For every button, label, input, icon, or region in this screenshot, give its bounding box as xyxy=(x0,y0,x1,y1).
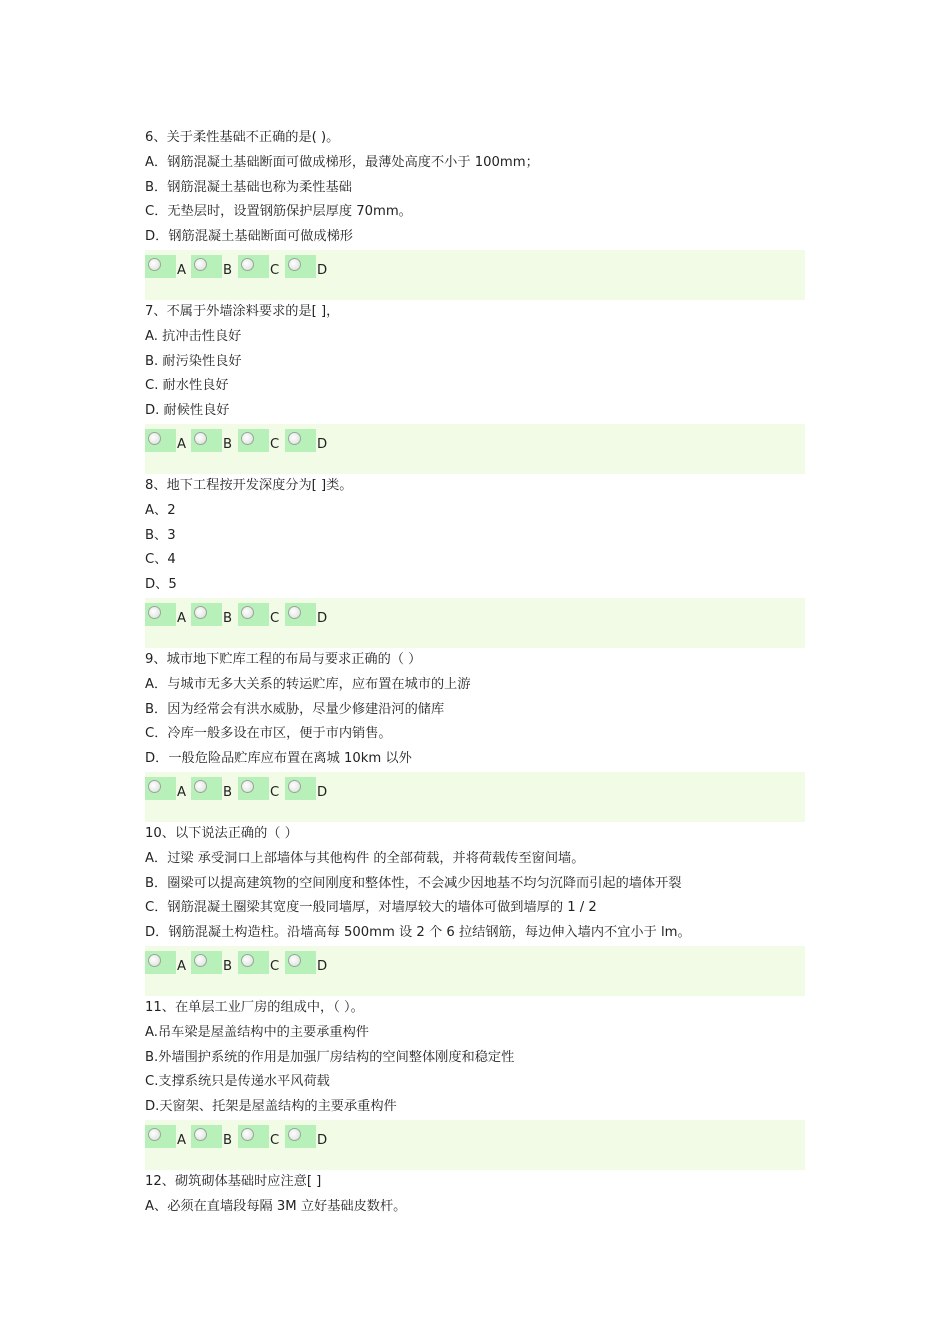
question-text: 10、以下说法正确的（ ） xyxy=(145,825,298,841)
answer-choice-c[interactable]: C xyxy=(238,1122,279,1148)
question-6 xyxy=(145,126,805,300)
question-text: 8、地下工程按开发深度分为[ ]类。 xyxy=(145,477,353,493)
option-a: A.吊车梁是屋盖结构中的主要承重构件 xyxy=(145,1024,369,1040)
question-11 xyxy=(145,996,805,1170)
option-c: C．无垫层时，设置钢筋保护层厚度 70mm。 xyxy=(145,204,412,220)
answer-choice-d[interactable]: D xyxy=(285,426,327,452)
answer-choice-c[interactable]: C xyxy=(238,600,279,626)
option-c: C、4 xyxy=(145,552,176,568)
answer-choice-a[interactable]: A xyxy=(145,774,186,800)
option-d: D．一般危险品贮库应布置在离城 10km 以外 xyxy=(145,751,412,767)
option-d: D．钢筋混凝土基础断面可做成梯形 xyxy=(145,229,353,245)
radio-icon[interactable] xyxy=(191,255,222,278)
option-d: D、5 xyxy=(145,577,177,593)
radio-icon[interactable] xyxy=(191,603,222,626)
answer-choice-b[interactable]: B xyxy=(191,948,232,974)
answer-choice-b[interactable]: B xyxy=(191,774,232,800)
option-b: B、3 xyxy=(145,527,176,543)
option-d: D．钢筋混凝土构造柱。沿墙高每 500mm 设 2 个 6 拉结钢筋，每边伸入墙内不宜小于 lm。 xyxy=(145,925,691,941)
question-text: 6、关于柔性基础不正确的是( )。 xyxy=(145,130,340,145)
answer-choice-c[interactable]: C xyxy=(238,426,279,452)
option-b: B．因为经常会有洪水威胁，尽量少修建沿河的储库 xyxy=(145,701,445,717)
option-a: A．与城市无多大关系的转运贮库，应布置在城市的上游 xyxy=(145,676,471,692)
option-d: D. 耐候性良好 xyxy=(145,403,230,419)
answer-choice-b[interactable]: B xyxy=(191,252,232,278)
option-a: A. 抗冲击性良好 xyxy=(145,328,242,344)
answer-choice-d[interactable]: D xyxy=(285,600,327,626)
answer-choice-b[interactable]: B xyxy=(191,1122,232,1148)
option-b: B. 耐污染性良好 xyxy=(145,353,242,369)
option-a: A、必须在直墙段每隔 3M 立好基础皮数杆。 xyxy=(145,1198,407,1214)
radio-icon[interactable] xyxy=(285,777,316,800)
answer-choice-a[interactable]: A xyxy=(145,948,186,974)
radio-icon[interactable] xyxy=(191,951,222,974)
radio-icon[interactable] xyxy=(145,255,176,278)
answer-choice-c[interactable]: C xyxy=(238,948,279,974)
option-b: B．钢筋混凝土基础也称为柔性基础 xyxy=(145,179,352,195)
radio-icon[interactable] xyxy=(191,1125,222,1148)
radio-icon[interactable] xyxy=(238,1125,269,1148)
radio-icon[interactable] xyxy=(191,777,222,800)
radio-icon[interactable] xyxy=(238,951,269,974)
radio-icon[interactable] xyxy=(285,429,316,452)
answer-choice-a[interactable]: A xyxy=(145,600,186,626)
answer-row xyxy=(145,424,805,474)
option-a: A．钢筋混凝土基础断面可做成梯形，最薄处高度不小于 100mm； xyxy=(145,154,539,170)
answer-row xyxy=(145,250,805,300)
answer-choice-b[interactable]: B xyxy=(191,426,232,452)
question-text: 12、砌筑砌体基础时应注意[ ] xyxy=(145,1173,322,1189)
radio-icon[interactable] xyxy=(238,777,269,800)
answer-row xyxy=(145,946,805,996)
question-7 xyxy=(145,300,805,474)
radio-icon[interactable] xyxy=(145,1125,176,1148)
radio-icon[interactable] xyxy=(238,429,269,452)
option-c: C．冷库一般多设在市区，便于市内销售。 xyxy=(145,726,392,742)
answer-row xyxy=(145,772,805,822)
radio-icon[interactable] xyxy=(145,777,176,800)
answer-choice-d[interactable]: D xyxy=(285,252,327,278)
question-8 xyxy=(145,474,805,648)
radio-icon[interactable] xyxy=(285,951,316,974)
question-12 xyxy=(145,1170,805,1220)
answer-choice-c[interactable]: C xyxy=(238,774,279,800)
option-d: D.天窗架、托架是屋盖结构的主要承重构件 xyxy=(145,1099,397,1115)
answer-choice-a[interactable]: A xyxy=(145,426,186,452)
option-b: B.外墙围护系统的作用是加强厂房结构的空间整体刚度和稳定性 xyxy=(145,1049,515,1065)
radio-icon[interactable] xyxy=(285,255,316,278)
radio-icon[interactable] xyxy=(145,429,176,452)
radio-icon[interactable] xyxy=(191,429,222,452)
question-text: 11、在单层工业厂房的组成中，（ ）。 xyxy=(145,999,364,1015)
answer-choice-a[interactable]: A xyxy=(145,1122,186,1148)
quiz-content xyxy=(145,126,805,1220)
answer-row xyxy=(145,598,805,648)
option-b: B．圈梁可以提高建筑物的空间刚度和整体性，不会减少因地基不均匀沉降而引起的墙体开裂 xyxy=(145,875,682,891)
radio-icon[interactable] xyxy=(285,1125,316,1148)
radio-icon[interactable] xyxy=(285,603,316,626)
option-c: C．钢筋混凝土圈梁其宽度一般同墙厚，对墙厚较大的墙体可做到墙厚的 1 / 2 xyxy=(145,900,597,916)
radio-icon[interactable] xyxy=(238,603,269,626)
answer-choice-d[interactable]: D xyxy=(285,948,327,974)
answer-choice-c[interactable]: C xyxy=(238,252,279,278)
answer-row xyxy=(145,1120,805,1170)
answer-choice-d[interactable]: D xyxy=(285,1122,327,1148)
radio-icon[interactable] xyxy=(238,255,269,278)
answer-choice-a[interactable]: A xyxy=(145,252,186,278)
question-9 xyxy=(145,648,805,822)
option-c: C.支撑系统只是传递水平风荷载 xyxy=(145,1074,330,1090)
radio-icon[interactable] xyxy=(145,951,176,974)
option-a: A．过梁 承受洞口上部墙体与其他构件 的全部荷载，并将荷载传至窗间墙。 xyxy=(145,850,585,866)
question-text: 7、不属于外墙涂料要求的是[ ]， xyxy=(145,303,340,319)
option-c: C. 耐水性良好 xyxy=(145,378,229,394)
question-text: 9、城市地下贮库工程的布局与要求正确的（ ） xyxy=(145,651,422,667)
answer-choice-d[interactable]: D xyxy=(285,774,327,800)
option-a: A、2 xyxy=(145,502,176,518)
question-10 xyxy=(145,822,805,996)
radio-icon[interactable] xyxy=(145,603,176,626)
answer-choice-b[interactable]: B xyxy=(191,600,232,626)
